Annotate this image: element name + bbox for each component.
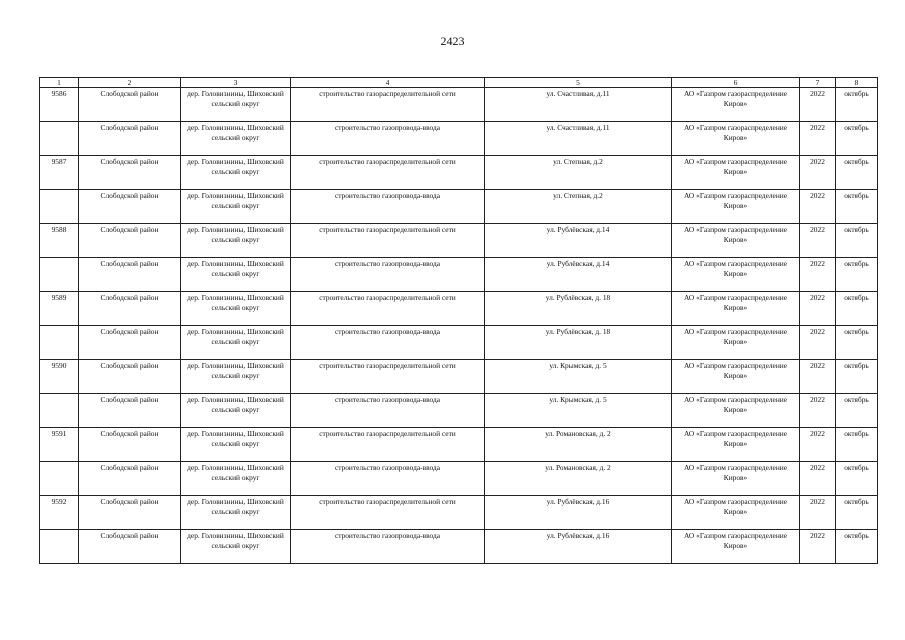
- address-cell: ул. Рублёвская, д.14: [485, 224, 672, 258]
- table-row: [40, 156, 878, 190]
- page-number: 2423: [440, 34, 465, 48]
- work-type-cell: строительство газораспределительной сети: [291, 292, 485, 326]
- organization-cell: АО «Газпром газораспределение Киров»: [672, 530, 800, 564]
- year-cell: 2022: [800, 326, 836, 360]
- address-cell: ул. Рублёвская, д. 18: [485, 292, 672, 326]
- month-cell: октябрь: [836, 394, 878, 428]
- row-number-cell: [40, 462, 79, 496]
- district-cell: Слободской район: [79, 496, 181, 530]
- column-header: 2: [79, 78, 181, 88]
- month-cell: октябрь: [836, 190, 878, 224]
- locality-cell: дер. Головизнины, Шиховский сельский округ: [181, 462, 291, 496]
- district-cell: Слободской район: [79, 394, 181, 428]
- table-row: [40, 190, 878, 224]
- registry-table: [39, 77, 878, 564]
- locality-cell: дер. Головизнины, Шиховский сельский округ: [181, 122, 291, 156]
- table-row: [40, 530, 878, 564]
- district-cell: Слободской район: [79, 122, 181, 156]
- address-cell: ул. Романовская, д. 2: [485, 428, 672, 462]
- work-type-cell: строительство газопровода-ввода: [291, 190, 485, 224]
- locality-cell: дер. Головизнины, Шиховский сельский округ: [181, 258, 291, 292]
- work-type-cell: строительство газопровода-ввода: [291, 462, 485, 496]
- address-cell: ул. Степная, д.2: [485, 156, 672, 190]
- row-number-cell: 9589: [40, 292, 79, 326]
- row-number-cell: 9592: [40, 496, 79, 530]
- address-cell: ул. Крымская, д. 5: [485, 394, 672, 428]
- locality-cell: дер. Головизнины, Шиховский сельский округ: [181, 224, 291, 258]
- row-number-cell: [40, 190, 79, 224]
- district-cell: Слободской район: [79, 428, 181, 462]
- month-cell: октябрь: [836, 462, 878, 496]
- address-cell: ул. Рублёвская, д.16: [485, 530, 672, 564]
- district-cell: Слободской район: [79, 258, 181, 292]
- table-row: [40, 224, 878, 258]
- work-type-cell: строительство газопровода-ввода: [291, 258, 485, 292]
- address-cell: ул. Крымская, д. 5: [485, 360, 672, 394]
- row-number-cell: [40, 394, 79, 428]
- address-cell: ул. Степная, д.2: [485, 190, 672, 224]
- organization-cell: АО «Газпром газораспределение Киров»: [672, 428, 800, 462]
- work-type-cell: строительство газопровода-ввода: [291, 122, 485, 156]
- row-number-cell: [40, 326, 79, 360]
- organization-cell: АО «Газпром газораспределение Киров»: [672, 496, 800, 530]
- table-row: [40, 462, 878, 496]
- organization-cell: АО «Газпром газораспределение Киров»: [672, 88, 800, 122]
- organization-cell: АО «Газпром газораспределение Киров»: [672, 326, 800, 360]
- year-cell: 2022: [800, 224, 836, 258]
- district-cell: Слободской район: [79, 224, 181, 258]
- month-cell: октябрь: [836, 224, 878, 258]
- work-type-cell: строительство газораспределительной сети: [291, 360, 485, 394]
- year-cell: 2022: [800, 122, 836, 156]
- table-row: [40, 88, 878, 122]
- organization-cell: АО «Газпром газораспределение Киров»: [672, 292, 800, 326]
- locality-cell: дер. Головизнины, Шиховский сельский округ: [181, 360, 291, 394]
- row-number-cell: 9591: [40, 428, 79, 462]
- work-type-cell: строительство газораспределительной сети: [291, 224, 485, 258]
- locality-cell: дер. Головизнины, Шиховский сельский округ: [181, 530, 291, 564]
- locality-cell: дер. Головизнины, Шиховский сельский округ: [181, 292, 291, 326]
- row-number-cell: [40, 122, 79, 156]
- locality-cell: дер. Головизнины, Шиховский сельский округ: [181, 190, 291, 224]
- district-cell: Слободской район: [79, 530, 181, 564]
- year-cell: 2022: [800, 88, 836, 122]
- work-type-cell: строительство газораспределительной сети: [291, 496, 485, 530]
- work-type-cell: строительство газораспределительной сети: [291, 156, 485, 190]
- header-row: [40, 78, 878, 88]
- row-number-cell: 9587: [40, 156, 79, 190]
- month-cell: октябрь: [836, 326, 878, 360]
- work-type-cell: строительство газопровода-ввода: [291, 326, 485, 360]
- year-cell: 2022: [800, 394, 836, 428]
- organization-cell: АО «Газпром газораспределение Киров»: [672, 462, 800, 496]
- district-cell: Слободской район: [79, 462, 181, 496]
- year-cell: 2022: [800, 360, 836, 394]
- table-row: [40, 258, 878, 292]
- address-cell: ул. Счастливая, д.11: [485, 122, 672, 156]
- year-cell: 2022: [800, 156, 836, 190]
- month-cell: октябрь: [836, 122, 878, 156]
- organization-cell: АО «Газпром газораспределение Киров»: [672, 156, 800, 190]
- locality-cell: дер. Головизнины, Шиховский сельский округ: [181, 326, 291, 360]
- district-cell: Слободской район: [79, 190, 181, 224]
- work-type-cell: строительство газопровода-ввода: [291, 394, 485, 428]
- row-number-cell: 9590: [40, 360, 79, 394]
- address-cell: ул. Счастливая, д.11: [485, 88, 672, 122]
- month-cell: октябрь: [836, 156, 878, 190]
- year-cell: 2022: [800, 258, 836, 292]
- month-cell: октябрь: [836, 530, 878, 564]
- locality-cell: дер. Головизнины, Шиховский сельский округ: [181, 394, 291, 428]
- district-cell: Слободской район: [79, 360, 181, 394]
- table-row: [40, 122, 878, 156]
- month-cell: октябрь: [836, 258, 878, 292]
- row-number-cell: [40, 258, 79, 292]
- column-header: 4: [291, 78, 485, 88]
- district-cell: Слободской район: [79, 88, 181, 122]
- locality-cell: дер. Головизнины, Шиховский сельский округ: [181, 428, 291, 462]
- organization-cell: АО «Газпром газораспределение Киров»: [672, 360, 800, 394]
- locality-cell: дер. Головизнины, Шиховский сельский округ: [181, 496, 291, 530]
- district-cell: Слободской район: [79, 292, 181, 326]
- address-cell: ул. Рублёвская, д. 18: [485, 326, 672, 360]
- year-cell: 2022: [800, 530, 836, 564]
- table-row: [40, 360, 878, 394]
- locality-cell: дер. Головизнины, Шиховский сельский округ: [181, 88, 291, 122]
- work-type-cell: строительство газораспределительной сети: [291, 88, 485, 122]
- month-cell: октябрь: [836, 428, 878, 462]
- address-cell: ул. Романовская, д. 2: [485, 462, 672, 496]
- locality-cell: дер. Головизнины, Шиховский сельский округ: [181, 156, 291, 190]
- work-type-cell: строительство газопровода-ввода: [291, 530, 485, 564]
- column-header: 5: [485, 78, 672, 88]
- table-row: [40, 428, 878, 462]
- month-cell: октябрь: [836, 496, 878, 530]
- column-header: 8: [836, 78, 878, 88]
- table-body: [40, 88, 878, 564]
- column-header: 7: [800, 78, 836, 88]
- district-cell: Слободской район: [79, 156, 181, 190]
- year-cell: 2022: [800, 190, 836, 224]
- table-row: [40, 394, 878, 428]
- table-row: [40, 496, 878, 530]
- row-number-cell: [40, 530, 79, 564]
- table-row: [40, 326, 878, 360]
- month-cell: октябрь: [836, 360, 878, 394]
- year-cell: 2022: [800, 462, 836, 496]
- row-number-cell: 9588: [40, 224, 79, 258]
- work-type-cell: строительство газораспределительной сети: [291, 428, 485, 462]
- year-cell: 2022: [800, 428, 836, 462]
- district-cell: Слободской район: [79, 326, 181, 360]
- column-header: 1: [40, 78, 79, 88]
- month-cell: октябрь: [836, 292, 878, 326]
- organization-cell: АО «Газпром газораспределение Киров»: [672, 122, 800, 156]
- year-cell: 2022: [800, 292, 836, 326]
- organization-cell: АО «Газпром газораспределение Киров»: [672, 394, 800, 428]
- table-row: [40, 292, 878, 326]
- year-cell: 2022: [800, 496, 836, 530]
- organization-cell: АО «Газпром газораспределение Киров»: [672, 258, 800, 292]
- column-header: 3: [181, 78, 291, 88]
- address-cell: ул. Рублёвская, д.14: [485, 258, 672, 292]
- month-cell: октябрь: [836, 88, 878, 122]
- column-header: 6: [672, 78, 800, 88]
- organization-cell: АО «Газпром газораспределение Киров»: [672, 224, 800, 258]
- address-cell: ул. Рублёвская, д.16: [485, 496, 672, 530]
- organization-cell: АО «Газпром газораспределение Киров»: [672, 190, 800, 224]
- row-number-cell: 9586: [40, 88, 79, 122]
